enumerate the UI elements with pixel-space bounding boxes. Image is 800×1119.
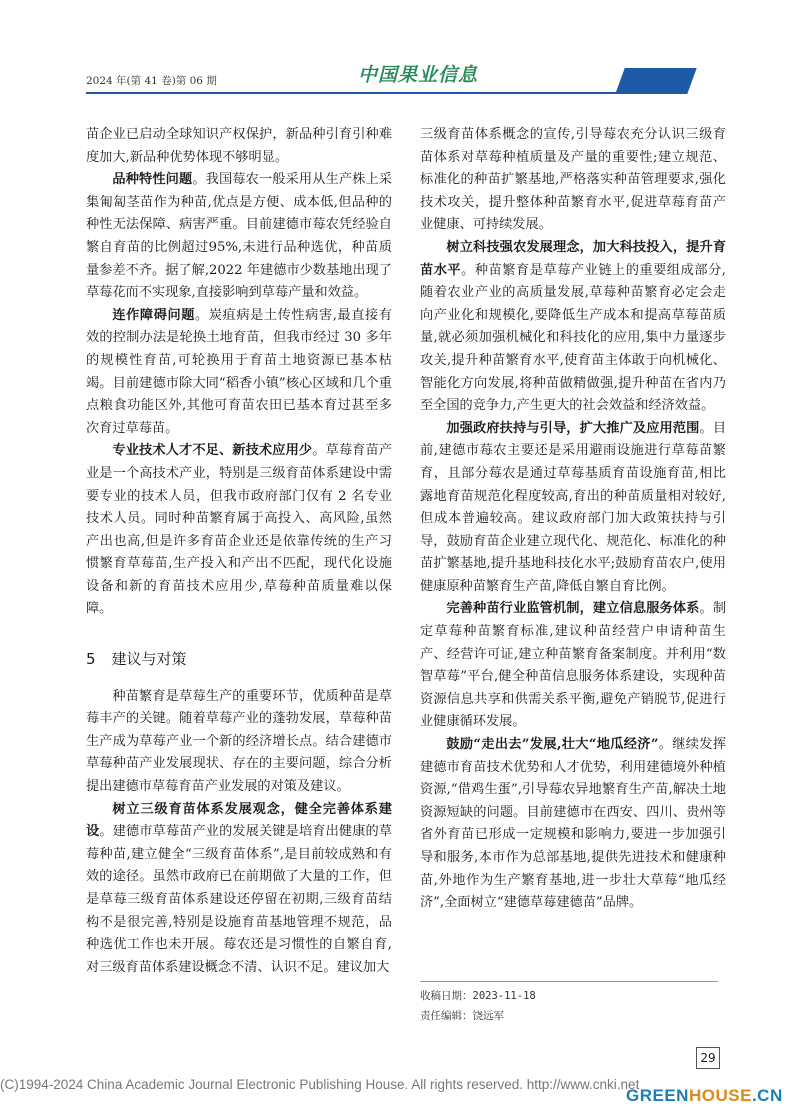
paragraph: 苗企业已启动全球知识产权保护，新品种引育引种难度加大,新品种优势体现不够明显。 — [86, 127, 392, 165]
paragraph-heading: 连作障碍问题 — [112, 307, 196, 323]
paragraph-heading: 树立三级育苗体系发展观念，健全完善体系建设 — [86, 801, 392, 840]
paragraph-heading: 专业技术人才不足、新技术应用少 — [112, 443, 313, 459]
paragraph: 连作障碍问题。炭疽病是土传性病害,最直接有效的控制办法是轮换土地育苗，但我市经过 30 多年的规模性育苗,可轮换用于育苗土地资源已基本枯竭。目前建德市除大同“稻香小镇”核心区域和几个重点粮食功能区外,其他可育苗农田已基本育过甚至多次育过草莓苗。 — [86, 307, 392, 436]
paragraph-heading: 树立科技强农发展理念，加大科技投入，提升育苗水平 — [420, 239, 726, 278]
section-heading — [86, 648, 392, 671]
page-number: 29 — [696, 1047, 720, 1069]
copyright-notice: (C)1994-2024 China Academic Journal Electronic Publishing House. All rights reserved. http://www.cnki.net — [0, 1077, 640, 1092]
journal-logo: 中国果业信息 — [358, 64, 479, 86]
paragraph: 三级育苗体系概念的宣传,引导莓农充分认识三级育苗体系对草莓种植质量及产量的重要性;建立规范、标准化的种苗扩繁基地,严格落实种苗管理要求,强化技术攻关，提升整体种苗繁育水平,促进草莓育苗产业健康、可持续发展。 — [420, 127, 726, 233]
paragraph: 树立三级育苗体系发展观念，健全完善体系建设。建德市草莓苗产业的发展关键是培育出健康的草莓种苗,建立健全“三级育苗体系”,是目前较成熟和有效的途径。虽然市政府已在前期做了大量的工作，但是草莓三级育苗体系建设还停留在初期,三级育苗结构不是很完善,特别是设施育苗基地管理不规范，品种选优工作也未开展。莓农还是习惯性的自繁自育,对三级育苗体系建设概念不清、认识不足。建议加大 — [86, 801, 393, 975]
site-watermark: GREENHOUSE.CN — [626, 1086, 783, 1105]
received-date: 收稿日期：2023-11-18 — [420, 990, 536, 1002]
paragraph-heading: 品种特性问题 — [112, 172, 193, 188]
left-column — [86, 124, 392, 979]
paragraph: 种苗繁育是草莓生产的重要环节，优质种苗是草莓丰产的关键。随着草莓产业的蓬勃发展，草莓种苗生产成为草莓产业一个新的经济增长点。结合建德市草莓种苗产业发展现状、存在的主要问题，综合分析提出建德市草莓育苗产业发展的对策及建议。 — [86, 688, 392, 795]
paragraph: 专业技术人才不足、新技术应用少。草莓育苗产业是一个高技术产业，特别是三级育苗体系建设中需要专业的技术人员，但我市政府部门仅有 2 名专业技术人员。同时种苗繁育属于高投入、高风险,虽然产出也高,但是许多育苗企业还是依靠传统的生产习惯繁育草莓苗,生产投入和产出不匹配，现代化设施设备和新的育苗技术应用少,草莓种苗质量难以保障。 — [86, 443, 393, 617]
section-title: 建议与对策 — [111, 650, 187, 669]
paragraph: 树立科技强农发展理念，加大科技投入，提升育苗水平。种苗繁育是草莓产业链上的重要组成部分,随着农业产业的高质量发展,草莓种苗繁育必定会走向产业化和规模化,要降低生产成本和提高草莓苗质量,就必须加强机械化和科技化的应用,集中力量逐步攻关,提升种苗繁育水平,使育苗主体敢于向机械化、智能化方向发展,将种苗做精做强,提升种苗在省内乃至全国的竞争力,产生更大的社会效益和经济效益。 — [420, 239, 726, 414]
paragraph: 加强政府扶持与引导，扩大推广及应用范围。目前,建德市莓农主要还是采用避雨设施进行草莓苗繁育，且部分莓农是通过草莓基质育苗设施育苗,相比露地育苗规范化程度较高,育出的种苗质量相对较好,但成本普遍较高。建议政府部门加大政策扶持与引导，鼓励育苗企业建立现代化、规范化、标准化的种苗扩繁基地,提升基地科技化水平;鼓励育苗农户,使用健康原种苗繁育生产苗,降低自繁自育比例。 — [420, 420, 727, 594]
paragraph-heading: 完善种苗行业监管机制，建立信息服务体系 — [446, 601, 700, 617]
paragraph-heading: 加强政府扶持与引导，扩大推广及应用范围 — [446, 420, 700, 436]
responsible-editor: 责任编辑：饶远军 — [420, 1010, 504, 1022]
right-column — [420, 124, 726, 915]
paragraph-heading: 鼓励“走出去”发展,壮大“地瓜经济” — [446, 737, 659, 753]
header-tab-decoration — [615, 68, 696, 94]
section-number: 5 — [86, 650, 96, 669]
header-rule — [86, 92, 658, 94]
meta-rule — [420, 981, 718, 982]
paragraph: 鼓励“走出去”发展,壮大“地瓜经济”。继续发挥建德市育苗技术优势和人才优势，利用建德境外种植资源,“借鸡生蛋”,引导莓农异地繁育生产苗,解决土地资源短缺的问题。目前建德市在西安、四川、贵州等省外育苗已形成一定规模和影响力,要进一步加强引导和服务,本市作为总部基地,提供先进技术和健康种苗,外地作为生产繁育基地,进一步壮大草莓“地瓜经济”,全面树立“建德草莓建德苗”品牌。 — [420, 737, 727, 911]
paragraph: 品种特性问题。我国莓农一般采用从生产株上采集匍匐茎苗作为种苗,优点是方便、成本低,但品种的种性无法保障、病害严重。目前建德市莓农凭经验自繁自育苗的比例超过95%,未进行品种选优，种苗质量参差不齐。据了解,2022 年建德市少数基地出现了草莓花而不实现象,直接影响到草莓产量和效益。 — [86, 172, 393, 301]
issue-label: 2024 年(第 41 卷)第 06 期 — [86, 75, 217, 87]
paragraph: 完善种苗行业监管机制，建立信息服务体系。制定草莓种苗繁育标准,建议种苗经营户申请种苗生产、经营许可证,建立种苗繁育备案制度。并利用“数智草莓”平台,健全种苗信息服务体系建设，实现种苗资源信息共享和供需关系平衡,避免产销脱节,促进行业健康循环发展。 — [420, 601, 727, 730]
